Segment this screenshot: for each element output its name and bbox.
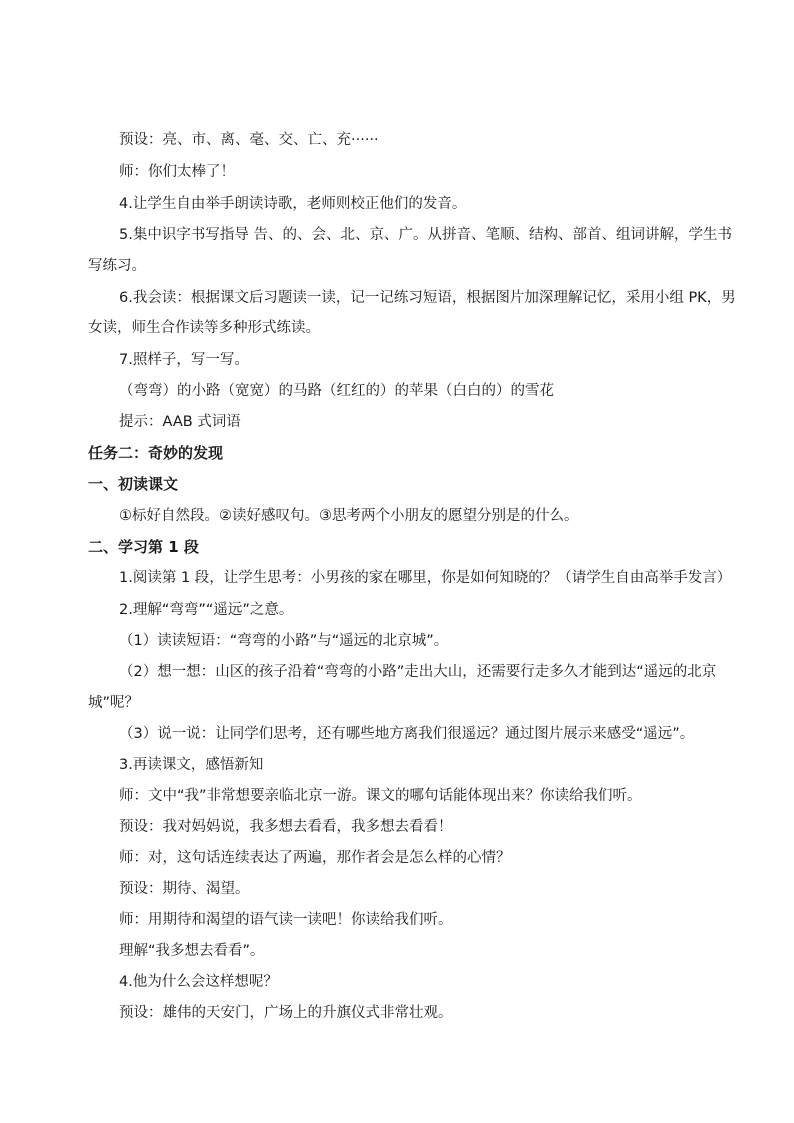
- understanding-line: 理解“我多想去看看”。: [119, 943, 265, 959]
- step-2-line: 2.理解“弯弯”“遥远”之意。: [119, 602, 294, 618]
- preset-answer-line-4: 预设：雄伟的天安门，广场上的升旗仪式非常壮观。: [119, 1005, 453, 1021]
- teacher-question-line: 师：文中“我”非常想要亲临北京一游。课文的哪句话能体现出来？你读给我们听。: [119, 788, 642, 804]
- teacher-instruction-line: 师：用期待和渴望的语气读一读吧！你读给我们听。: [119, 912, 453, 928]
- step-3-line: 3.再读课文，感悟新知: [119, 757, 264, 773]
- phrase-example-line: （弯弯）的小路（宽宽）的马路（红红的）的苹果（白白的）的雪花: [119, 383, 554, 399]
- reading-goals-line: ①标好自然段。②读好感叹句。③思考两个小朋友的愿望分别是的什么。: [119, 508, 579, 524]
- teacher-question-line-2: 师：对，这句话连续表达了两遍，那作者会是怎么样的心情？: [119, 850, 511, 866]
- step-7-line: 7.照样子，写一写。: [119, 352, 249, 368]
- step-5-line: 5.集中识字书写指导 告、的、会、北、京、广。从拼音、笔顺、结构、部首、组词讲解，学生书: [119, 227, 732, 243]
- section-one-heading: 一、初读课文: [88, 475, 179, 493]
- step-4-question-line: 4.他为什么会这样想呢？: [119, 974, 278, 990]
- task-two-heading: 任务二：奇妙的发现: [88, 444, 224, 462]
- teacher-line: 师：你们太棒了！: [119, 164, 235, 180]
- step-5-continuation: 写练习。: [88, 258, 146, 274]
- hint-line: 提示：AAB 式词语: [119, 414, 241, 430]
- sub-step-2-line: （2）想一想：山区的孩子沿着“弯弯的小路”走出大山，还需要行走多久才能到达“遥远的北京: [119, 664, 717, 680]
- step-4-line: 4.让学生自由举手朗读诗歌，老师则校正他们的发音。: [119, 196, 467, 212]
- sub-step-2-continuation: 城”呢？: [88, 695, 140, 711]
- sub-step-1-line: （1）读读短语：“弯弯的小路”与“遥远的北京城”。: [119, 633, 449, 649]
- step-1-line: 1.阅读第 1 段，让学生思考：小男孩的家在哪里，你是如何知晓的？（请学生自由高举手发言）: [119, 570, 732, 586]
- sub-step-3-line: （3）说一说：让同学们思考，还有哪些地方离我们很遥远？通过图片展示来感受“遥远”。: [119, 726, 695, 742]
- step-6-line: 6.我会读：根据课文后习题读一读，记一记练习短语，根据图片加深理解记忆，采用小组 PK，男: [119, 290, 736, 306]
- preset-answer-line-2: 预设：我对妈妈说，我多想去看看，我多想去看看！: [119, 819, 453, 835]
- step-6-continuation: 女读，师生合作读等多种形式练读。: [88, 320, 320, 336]
- preset-answer-line-3: 预设：期待、渴望。: [119, 881, 250, 897]
- preset-answer-line: 预设：亮、市、离、毫、交、亡、充······: [119, 132, 379, 148]
- section-two-heading: 二、学习第 1 段: [88, 538, 199, 556]
